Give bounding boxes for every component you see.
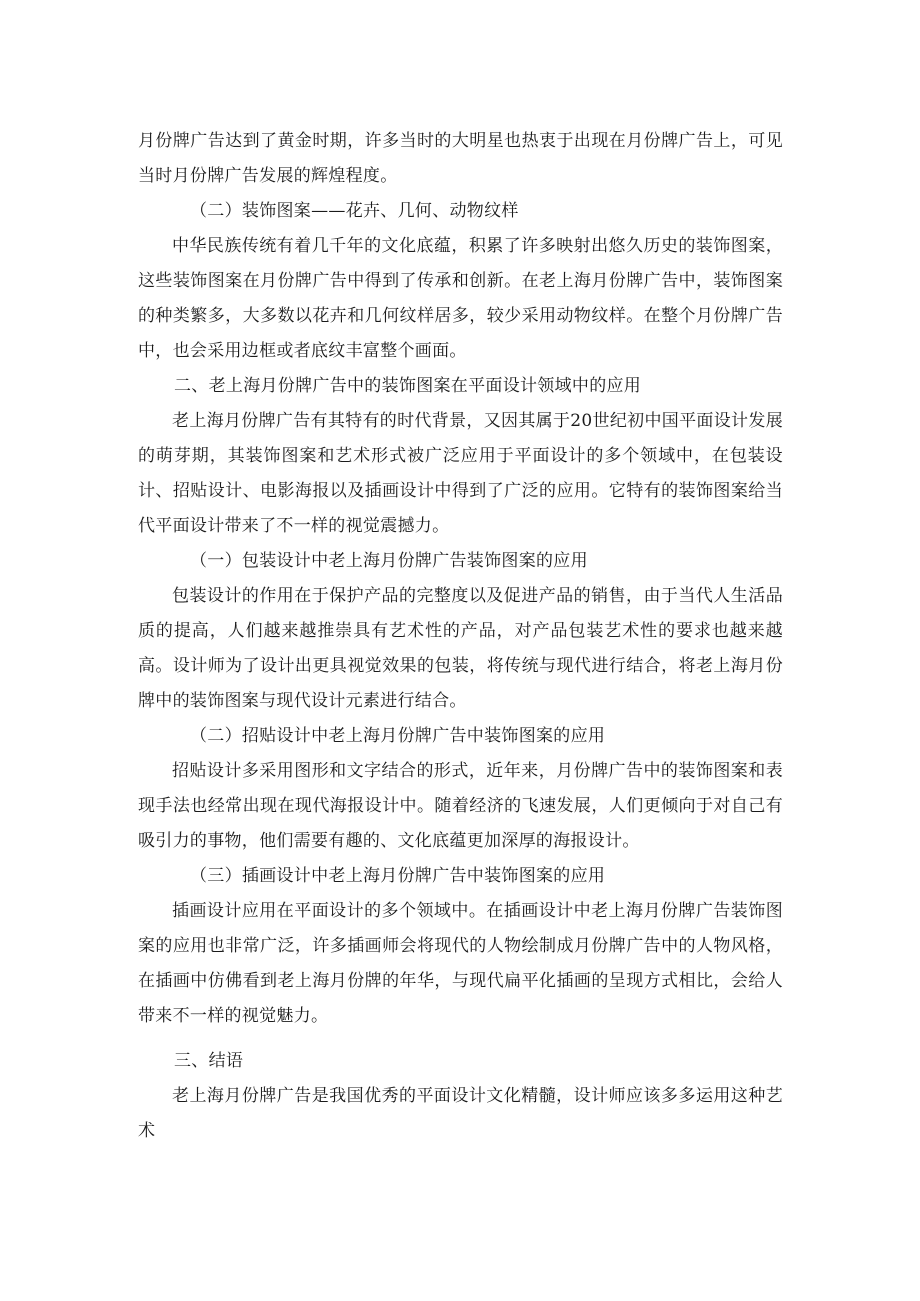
subheading-packaging: （一）包装设计中老上海月份牌广告装饰图案的应用: [190, 551, 588, 571]
paragraph: 中华民族传统有着几千年的文化底蕴，积累了许多映射出悠久历史的装饰图案，这些装饰图案在月份牌广告中得到了传承和创新。在老上海月份牌广告中，装饰图案的种类繁多，大多数以花卉和几何纹样居多，较少采用动物纹样。在整个月份牌广告中，也会采用边框或者底纹丰富整个画面。: [138, 236, 783, 361]
paragraph-continuation: 月份牌广告达到了黄金时期，许多当时的大明星也热衷于出现在月份牌广告上，可见当时月份牌广告发展的辉煌程度。: [138, 131, 783, 186]
subheading-decorative-patterns: （二）装饰图案——花卉、几何、动物纹样: [190, 201, 519, 221]
subheading-illustration: （三）插画设计中老上海月份牌广告中装饰图案的应用: [190, 866, 606, 886]
spacer: [138, 1034, 783, 1044]
paragraph: 包装设计的作用在于保护产品的完整度以及促进产品的销售，由于当代人生活品质的提高，人们越来越推崇具有艺术性的产品，对产品包装艺术性的要求也越来越高。设计师为了设计出更具视觉效果的包装，将传统与现代进行结合，将老上海月份牌中的装饰图案与现代设计元素进行结合。: [138, 586, 783, 711]
paragraph: 老上海月份牌广告是我国优秀的平面设计文化精髓，设计师应该多多运用这种艺术: [138, 1086, 783, 1141]
section-heading-application: 二、老上海月份牌广告中的装饰图案在平面设计领域中的应用: [174, 376, 642, 396]
document-page: [138, 124, 783, 1149]
subheading-poster: （二）招贴设计中老上海月份牌广告中装饰图案的应用: [190, 726, 606, 746]
paragraph: 老上海月份牌广告有其特有的时代背景，又因其属于20世纪初中国平面设计发展的萌芽期，其装饰图案和艺术形式被广泛应用于平面设计的多个领域中，在包装设计、招贴设计、电影海报以及插画设计中得到了广泛的应用。它特有的装饰图案给当代平面设计带来了不一样的视觉震撼力。: [138, 411, 783, 536]
section-heading-conclusion: 三、结语: [174, 1051, 244, 1071]
paragraph: 招贴设计多采用图形和文字结合的形式，近年来，月份牌广告中的装饰图案和表现手法也经常出现在现代海报设计中。随着经济的飞速发展，人们更倾向于对自己有吸引力的事物，他们需要有趣的、文化底蕴更加深厚的海报设计。: [138, 761, 783, 851]
paragraph: 插画设计应用在平面设计的多个领域中。在插画设计中老上海月份牌广告装饰图案的应用也非常广泛，许多插画师会将现代的人物绘制成月份牌广告中的人物风格，在插画中仿佛看到老上海月份牌的年华，与现代扁平化插画的呈现方式相比，会给人带来不一样的视觉魅力。: [138, 901, 783, 1026]
